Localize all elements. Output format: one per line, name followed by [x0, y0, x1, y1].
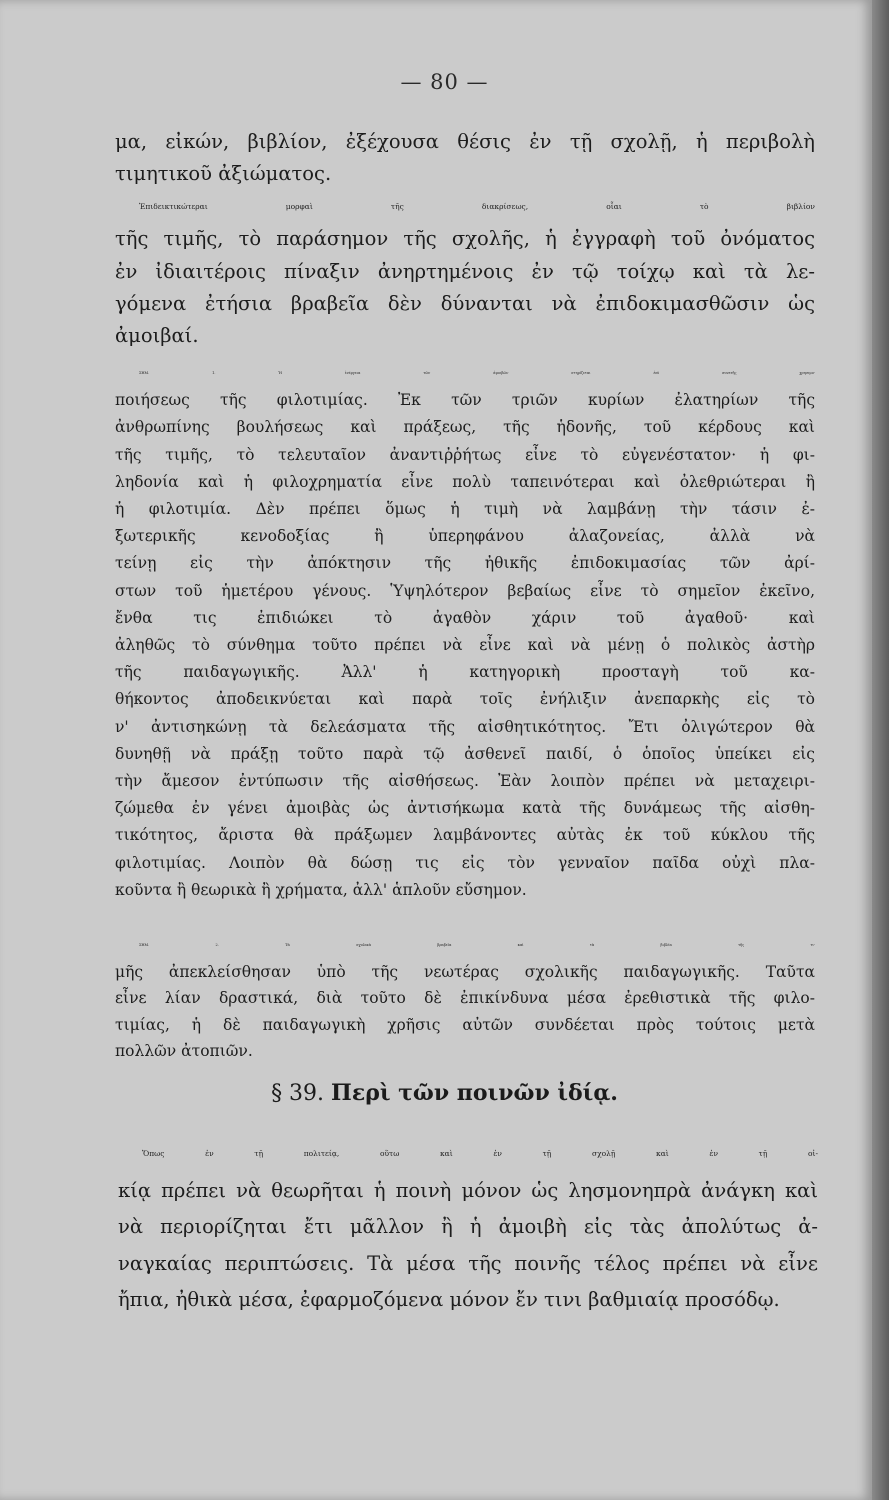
note-line: τὴν ἄμεσον ἐντύπωσιν τῆς αἰσθήσεως. Ἐὰν λοιπὸν πρέπει νὰ μεταχειρι-: [115, 772, 815, 791]
note-line: τικότητος, ἄριστα θὰ πράξωμεν λαμβάνοντες αὐτὰς ἐκ τοῦ κύκλου τῆς: [115, 826, 815, 845]
final-paragraph: [118, 1136, 818, 1319]
note-line: ν' ἀντισηκώνῃ τὰ δελεάσματα τῆς αἰσθητικότητος. Ἔτι ὀλιγώτερον θὰ: [115, 717, 815, 736]
note-line: ληδονία καὶ ἡ φιλοχρηματία εἶνε πολὺ ταπεινότεραι καὶ ὀλεθριώτεραι ἢ: [115, 472, 815, 491]
text-line: ἤπια, ἠθικὰ μέσα, ἐφαρμοζόμενα μόνον ἔν τινι βαθμιαίᾳ προσόδῳ.: [118, 1288, 780, 1311]
section-number: § 39.: [271, 1081, 325, 1106]
top-paragraph: [115, 126, 815, 353]
note-line: ΣΗΜ. 1. Ἡ ἐνέργεια τῶν ἀμοιβῶν στηρίζεται ἐπὶ συνετῆς χρησιμο-: [139, 371, 815, 375]
note-line: στων τοῦ ἡμετέρου γένους. Ὑψηλότερον βεβαίως εἶνε τὸ σημεῖον ἐκεῖνο,: [115, 581, 815, 600]
note-line: πολλῶν ἀτοπιῶν.: [115, 1042, 253, 1061]
note-line: εἶνε λίαν δραστικά, διὰ τοῦτο δὲ ἐπικίνδυνα μέσα ἐρεθιστικὰ τῆς φιλο-: [115, 989, 815, 1008]
note-2: [115, 932, 815, 1065]
text-line: ναγκαίας περιπτώσεις. Τὰ μέσα τῆς ποινῆς τέλος πρέπει νὰ εἶνε: [118, 1251, 818, 1275]
section-heading: [0, 1080, 889, 1106]
note-line: ποιήσεως τῆς φιλοτιμίας. Ἐκ τῶν τριῶν κυρίων ἐλατηρίων τῆς: [115, 391, 815, 410]
note-line: φιλοτιμίας. Λοιπὸν θὰ δώσῃ τις εἰς τὸν γενναῖον παῖδα οὐχὶ πλα-: [115, 853, 815, 872]
note-line: ΣΗΜ. 2. Τὰ σχολικὰ βραβεῖα καὶ τὰ βιβλία τῆς τι-: [139, 943, 815, 947]
text-line: ἀμοιβαί.: [115, 324, 199, 348]
text-line: τῆς τιμῆς, τὸ παράσημον τῆς σχολῆς, ἡ ἐγγραφὴ τοῦ ὀνόματος: [115, 227, 815, 251]
text-line: Ὅπως ἐν τῇ πολιτείᾳ, οὕτω καὶ ἐν τῇ σχολῇ καὶ ἐν τῇ οἰ-: [142, 1149, 818, 1158]
page-number: — 80 —: [400, 70, 489, 94]
text-line: μα, εἰκών, βιβλίον, ἐξέχουσα θέσις ἐν τῇ σχολῇ, ἡ περιβολὴ: [115, 130, 815, 153]
text-line: Ἐπιδεικτικώτεραι μορφαὶ τῆς διακρίσεως, οἷαι τὸ βιβλίον: [139, 201, 815, 211]
note-line: ἡ φιλοτιμία. Δὲν πρέπει ὅμως ἡ τιμὴ νὰ λαμβάνῃ τὴν τάσιν ἐ-: [115, 500, 815, 519]
note-line: τῆς παιδαγωγικῆς. Ἀλλ' ἡ κατηγορικὴ προσταγὴ τοῦ κα-: [115, 663, 815, 682]
note-line: δυνηθῇ νὰ πράξῃ τοῦτο παρὰ τῷ ἀσθενεῖ παιδί, ὁ ὁποῖος ὑπείκει εἰς: [115, 744, 815, 763]
note-line: θήκοντος ἀποδεικνύεται καὶ παρὰ τοῖς ἐνήλιξιν ἀνεπαρκὴς εἰς τὸ: [115, 690, 815, 709]
note-line: τείνῃ εἰς τὴν ἀπόκτησιν τῆς ἠθικῆς ἐπιδοκιμασίας τῶν ἀρί-: [115, 554, 815, 573]
note-line: ἔνθα τις ἐπιδιώκει τὸ ἀγαθὸν χάριν τοῦ ἀγαθοῦ· καὶ: [115, 608, 815, 627]
text-line: νὰ περιορίζηται ἔτι μᾶλλον ἢ ἡ ἀμοιβὴ εἰς τὰς ἀπολύτως ἀ-: [118, 1215, 818, 1238]
text-line: τιμητικοῦ ἀξιώματος.: [115, 162, 332, 186]
page-edge-shadow: [872, 0, 889, 1500]
note-line: κοῦντα ἢ θεωρικὰ ἢ χρήματα, ἀλλ' ἁπλοῦν εὔσημον.: [115, 880, 527, 899]
note-line: τιμίας, ἡ δὲ παιδαγωγικὴ χρῆσις αὐτῶν συνδέεται πρὸς τούτοις μετὰ: [115, 1015, 815, 1034]
note-line: ζώμεθα ἐν γένει ἀμοιβὰς ὡς ἀντισήκωμα κατὰ τῆς δυνάμεως τῆς αἰσθη-: [115, 799, 815, 818]
note-line: ξωτερικῆς κενοδοξίας ἢ ὑπερηφάνου ἀλαζονείας, ἀλλὰ νὰ: [115, 527, 815, 546]
text-line: ἐν ἰδιαιτέροις πίναξιν ἀνηρτημένοις ἐν τῷ τοίχῳ καὶ τὰ λε-: [115, 259, 815, 283]
text-line: γόμενα ἐτήσια βραβεῖα δὲν δύνανται νὰ ἐπιδοκιμασθῶσιν ὡς: [115, 292, 815, 316]
note-line: ἀνθρωπίνης βουλήσεως καὶ πράξεως, τῆς ἡδονῆς, τοῦ κέρδους καὶ: [115, 418, 815, 437]
note-line: ἀληθῶς τὸ σύνθημα τοῦτο πρέπει νὰ εἶνε καὶ νὰ μένῃ ὁ πολικὸς ἀστὴρ: [115, 636, 815, 655]
note-line: τῆς τιμῆς, τὸ τελευταῖον ἀναντιῤῥήτως εἶνε τὸ εὐγενέστατον· ἡ φι-: [115, 445, 815, 464]
text-line: κίᾳ πρέπει νὰ θεωρῆται ἡ ποινὴ μόνον ὡς λησμονηπρὰ ἀνάγκη καὶ: [118, 1178, 818, 1202]
note-1: [115, 360, 815, 904]
section-title: Περὶ τῶν ποινῶν ἰδίᾳ.: [331, 1080, 618, 1106]
note-line: μῆς ἀπεκλείσθησαν ὑπὸ τῆς νεωτέρας σχολικῆς παιδαγωγικῆς. Ταῦτα: [115, 962, 815, 981]
